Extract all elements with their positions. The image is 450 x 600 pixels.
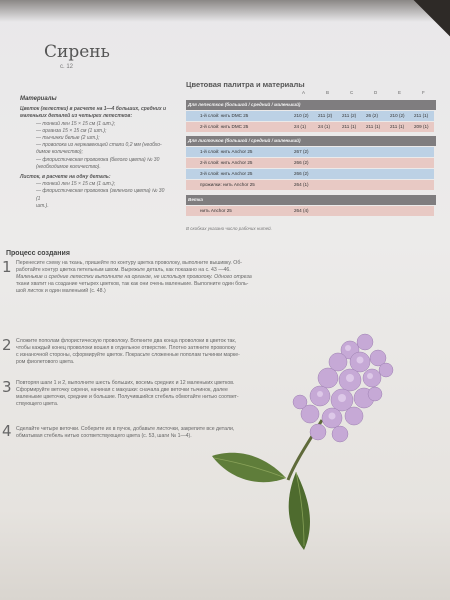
petals-header: Для лепестков (большой / средний / маленький) [186,100,436,110]
material-item: шт.). [36,202,49,209]
table-row [186,158,434,168]
material-item: (необходимое количество). [36,163,101,170]
column-header: D [374,90,378,95]
material-item: — флористическая проволока (белого цвета) № 30 [36,156,160,163]
step-number: 3 [2,378,12,396]
column-header: F [422,90,425,95]
step-number: 1 [2,258,12,276]
material-item: — флористическая проволока (зеленого цвета) № 30 (1 [36,188,165,202]
material-item: — проволока из нержавеющей стали 0,2 мм (необхо- [36,142,162,149]
table-cell: 209 (1) [414,124,429,129]
material-item: димое количество); [36,149,83,156]
page-title: Сирень [44,42,110,62]
step-number: 4 [2,422,12,440]
table-note: В скобках указано число рабочих нитей. [186,226,272,231]
table-cell: 211 (2) [318,113,333,118]
material-item: — органза 15 × 15 см (1 шт.); [36,127,107,134]
table-cell: 211 (1) [366,124,381,129]
lilac-embroidery-image [200,310,450,560]
table-cell: 266 (2) [294,171,309,176]
step-text: Сложите пополам флористическую проволоку. Воткните два конца проволоки в цветок так, чтобы каждый конец проволоки вошел в отдельное отверстие. Плотно затяните проволоку с изнаночной стороны, сформируйте цветок. Покрасьте сложенные пополам тычинки марке- ром фиолетового цвета. [16,338,240,365]
palette-title: Цветовая палитра и материалы [186,80,305,89]
table-row [186,122,434,132]
step-number: 2 [2,336,12,354]
column-header: A [302,90,306,95]
row-label: прожилки: нить Anchor 25 [200,182,255,187]
table-cell: 267 (2) [294,149,309,154]
table-cell: 211 (1) [390,124,405,129]
row-label: 3-й слой: нить Anchor 25 [200,171,253,176]
table-cell: 24 (1) [294,124,307,129]
row-label: 1-й слой: нить DMC 25 [200,113,249,118]
process-heading: Процесс создания [6,250,70,257]
materials-section [20,96,170,210]
row-label: 2-й слой: нить Anchor 25 [200,160,253,165]
material-item: — тонкий лен 15 × 15 см (1 шт.); [36,181,116,188]
leaf-group-label: Листок, в расчете на одну деталь: [20,174,111,181]
page-corner [410,0,450,40]
step-text: Перенесите схему на ткань, пришейте по контуру цветка проволоку, выполните вышивку. Об- работайте контур цветка петельным швом. Вырежьте деталь, как показано на с. 43 —46. Маленькие и средние лепестки выполните на органзе, не используя проволоку. Одного отреза ткани хватит на создание четырех цветков, так как они очень маленькие. Выполните один боль- шой листок и один маленький (с. 48.) [16,260,252,294]
table-cell: 211 (1) [414,113,429,118]
row-label: нить Anchor 25 [200,208,232,213]
table-cell: 24 (1) [318,124,331,129]
materials-heading: Материалы [20,96,57,102]
table-row [186,180,434,190]
column-header: E [398,90,402,95]
table-cell: 264 (4) [294,208,309,213]
table-row [186,111,434,121]
table-row [186,147,434,157]
step-text: Повторяя шаги 1 и 2, выполните шесть больших, восемь средних и 12 маленьких цветков. Сформируйте веточку сирени, начиная с макушки: сначала две веточки тычинок, далее маленькие цветочки, средние и большие. Получившийся стебель обмотайте нитью соответ- ствующего цвета. [16,380,239,407]
branch-header: Ветка [186,195,436,205]
table-cell: 210 (2) [294,113,309,118]
table-cell: 266 (2) [294,160,309,165]
table-cell: 210 (2) [390,113,405,118]
row-label: 2-й слой: нить DMC 25 [200,124,249,129]
table-cell: 211 (1) [342,124,357,129]
column-header: C [350,90,354,95]
table-cell: 264 (1) [294,182,309,187]
leaves-header: Для листочков (большой / средний / маленький) [186,136,436,146]
flower-group-label: Цветок (гелестки) в расчете на 1—4 больших, средних и маленьких деталей из четырех лепестков: [20,106,167,120]
table-row [186,206,434,216]
palette-column-headers [186,90,434,98]
page-reference: с. 12 [60,64,74,70]
table-cell: 211 (2) [342,113,357,118]
row-label: 1-й слой: нить Anchor 25 [200,149,253,154]
column-header: B [326,90,330,95]
step-text: Сделайте четыре веточки. Соберите их в пучок, добавьте листочки, закрепите все детали, обматывая стебель нитью соответствующего цвета (с. 53, шаги № 1—4). [16,426,235,439]
table-row [186,169,434,179]
material-item: — тонкий лен 15 × 15 см (1 шт.); [36,120,116,127]
page-shadow [0,0,450,22]
material-item: — тычинки белые (2 шт.); [36,135,100,142]
table-cell: 26 (2) [366,113,379,118]
